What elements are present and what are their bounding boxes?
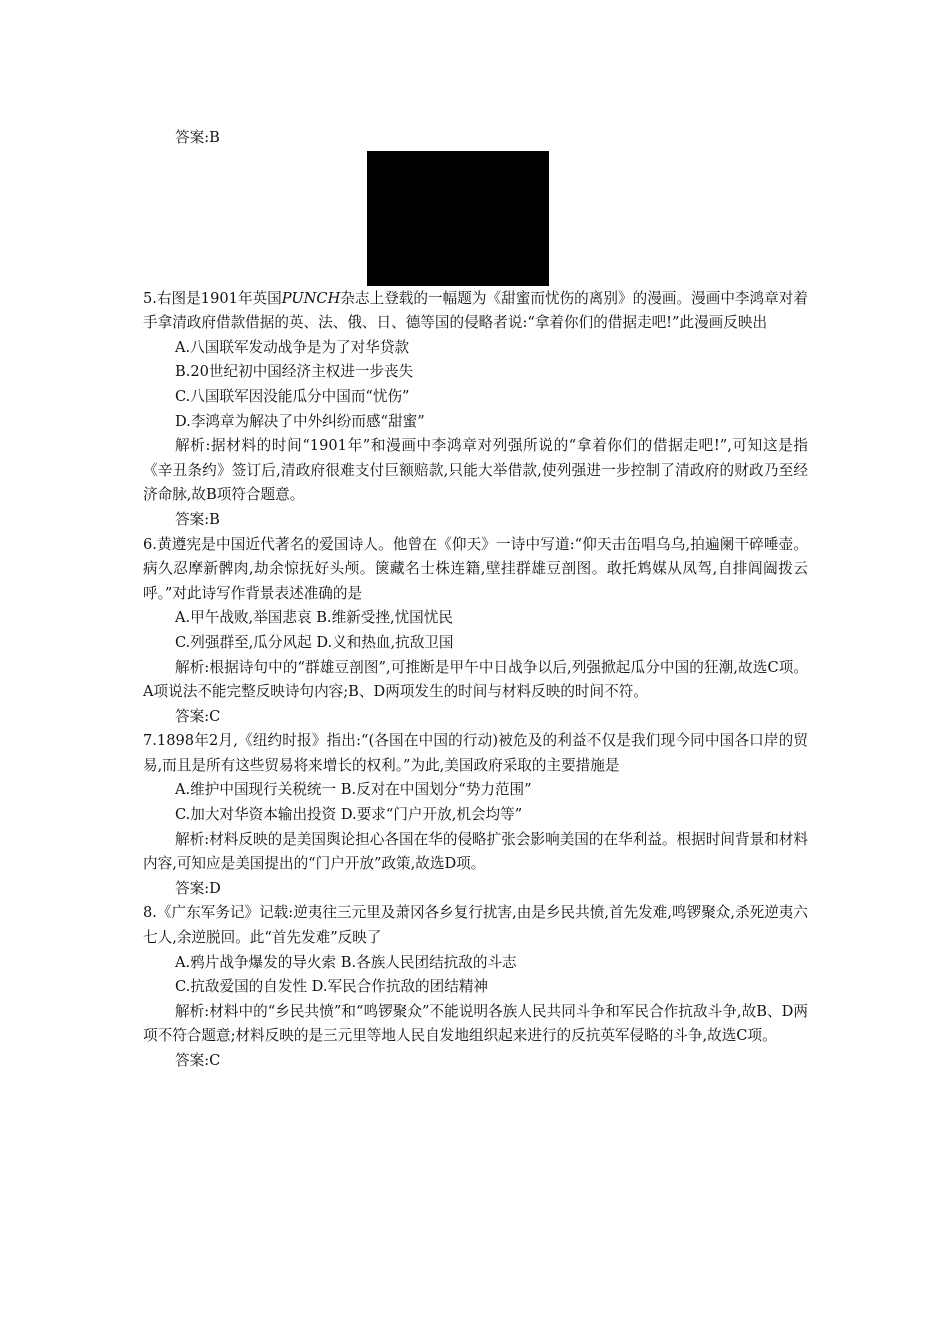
question-5-option-b: B.20世纪初中国经济主权进一步丧失 [175, 363, 414, 381]
question-6-stem: 6.黄遵宪是中国近代著名的爱国诗人。他曾在《仰天》一诗中写道:“仰天击缶唱乌乌,拍遍阑干碎唾壶。病久忍摩新髀肉,劫余惊抚好头颅。箧藏名士株连籍,壁挂群雄豆剖图。敢托鸩媒从凤驾,自排阊阖拨云呼。”对此诗写作背景表述准确的是 [143, 535, 808, 602]
question-5-option-c: C.八国联军因没能瓜分中国而“忧伤” [175, 387, 410, 405]
question-7-answer: 答案:D [175, 879, 221, 897]
question-5-stem-text-a: 5.右图是1901年英国 [143, 289, 282, 307]
question-7-stem: 7.1898年2月,《纽约时报》指出:“(各国在中国的行动)被危及的利益不仅是我们现今同中国各口岸的贸易,而且是所有这些贸易将来增长的权利。”为此,美国政府采取的主要措施是 [143, 732, 808, 774]
question-5-option-d: D.李鸿章为解决了中外纠纷而感“甜蜜” [175, 412, 425, 430]
question-7-options-cd: C.加大对华资本输出投资 D.要求“门户开放,机会均等” [175, 806, 523, 824]
question-6-options-ab: A.甲午战败,举国悲哀 B.维新受挫,忧国忧民 [175, 609, 453, 627]
document-page [143, 126, 808, 1074]
question-5-stem-magazine: PUNCH [281, 289, 341, 307]
question-8-answer: 答案:C [175, 1052, 221, 1069]
question-5-option-a: A.八国联军发动战争是为了对华贷款 [175, 338, 410, 356]
question-5-analysis: 解析:据材料的时间“1901年”和漫画中李鸿章对列强所说的“拿着你们的借据走吧!”,可知这是指《辛丑条约》签订后,清政府很难支付巨额赔款,只能大举借款,使列强进一步控制了清政府的财政乃至经济命脉,故B项符合题意。 [143, 437, 808, 504]
question-8-options-cd: C.抗敌爱国的自发性 D.军民合作抗敌的团结精神 [175, 978, 489, 996]
question-8-stem: 8.《广东军务记》记载:逆夷往三元里及萧冈各乡复行扰害,由是乡民共愤,首先发难,鸣锣聚众,杀死逆夷六七人,余逆脱回。此“首先发难”反映了 [143, 904, 808, 947]
question-6-analysis: 解析:根据诗句中的“群雄豆剖图”,可推断是甲午中日战争以后,列强掀起瓜分中国的狂潮,故选C项。A项说法不能完整反映诗句内容;B、D两项发生的时间与材料反映的时间不符。 [143, 658, 808, 701]
question-6-options-cd: C.列强群至,瓜分风起 D.义和热血,抗敌卫国 [175, 633, 454, 651]
cartoon-image-placeholder [367, 151, 549, 286]
question-6-answer: 答案:C [175, 707, 221, 725]
question-5-stem [143, 287, 808, 336]
question-5-answer: 答案:B [175, 510, 220, 528]
question-8-options-ab: A.鸦片战争爆发的导火索 B.各族人民团结抗敌的斗志 [175, 953, 517, 971]
answer-line: 答案:B [175, 129, 220, 146]
question-5-stem-text-b: 杂志上登载的一幅题为《甜蜜而忧伤的离别》的漫画。漫画中李鸿章对着手拿清政府借款借据的英、法、俄、日、德等国的侵略者说:“拿着你们的借据走吧!”此漫画反映出 [143, 289, 808, 332]
question-7-options-ab: A.维护中国现行关税统一 B.反对在中国划分“势力范围” [175, 781, 532, 799]
question-8-analysis: 解析:材料中的“乡民共愤”和“鸣锣聚众”不能说明各族人民共同斗争和军民合作抗敌斗争,故B、D两项不符合题意;材料反映的是三元里等地人民自发地组织起来进行的反抗英军侵略的斗争,故选C项。 [143, 1002, 808, 1045]
question-7-analysis: 解析:材料反映的是美国舆论担心各国在华的侵略扩张会影响美国的在华利益。根据时间背景和材料内容,可知应是美国提出的“门户开放”政策,故选D项。 [143, 830, 808, 873]
